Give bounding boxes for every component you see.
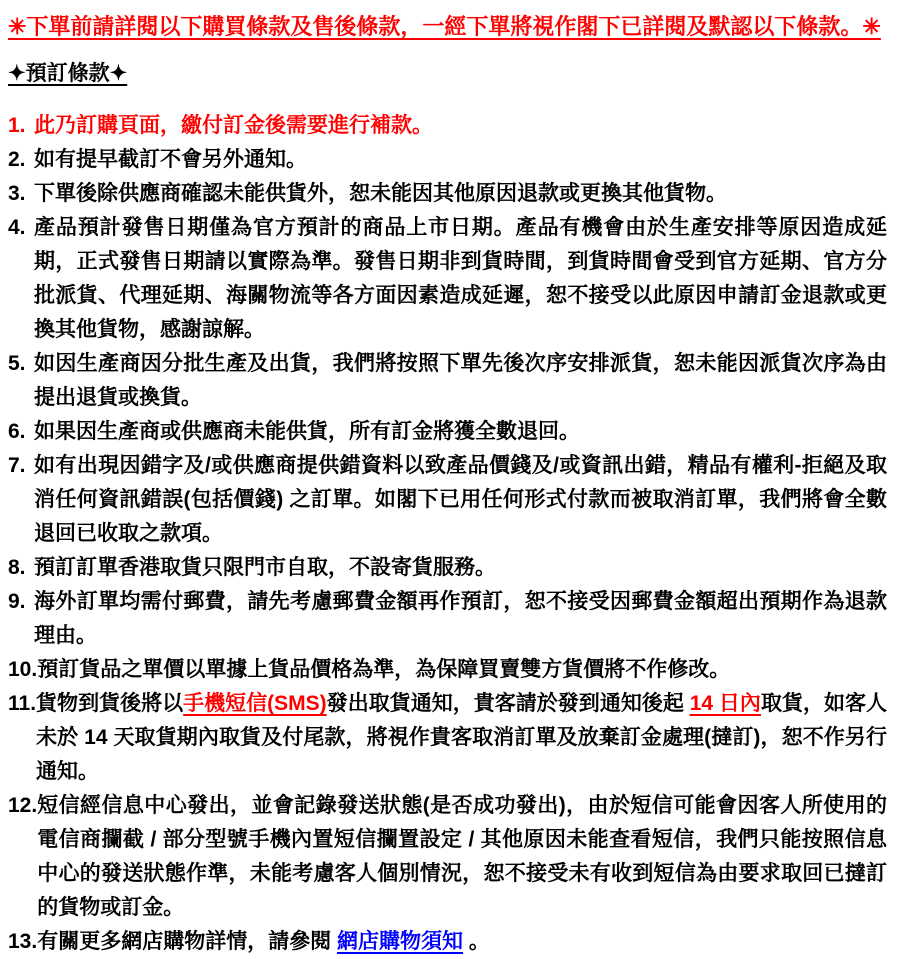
term-text	[34, 415, 887, 449]
term-segment: 如有提早截訂不會另外通知。	[34, 148, 307, 171]
term-text	[37, 653, 887, 687]
term-number: 11.	[8, 692, 37, 715]
term-item	[8, 177, 887, 211]
purchase-notice-banner: ✳下單前請詳閱以下購買條款及售後條款，一經下單將視作閣下已詳閱及默認以下條款。✳	[8, 14, 881, 39]
term-segment: 產品預計發售日期僅為官方預計的商品上市日期。產品有機會由於生產安排等原因造成延期，正式發售日期請以實際為準。發售日期非到貨時間，到貨時間會受到官方延期、官方分批派貨、代理延期、海關物流等各方面因素造成延遲，恕不接受以此原因申請訂金退款或更換其他貨物，感謝諒解。	[34, 216, 887, 341]
term-item	[8, 415, 887, 449]
term-text	[34, 551, 887, 585]
term-number: 6.	[8, 420, 26, 443]
term-segment: 短信經信息中心發出，並會記錄發送狀態(是否成功發出)，由於短信可能會因客人所使用的電信商攔截 / 部分型號手機內置短信攔置設定 / 其他原因未能查看短信，我們只能按照信息中心的發送狀態作準，未能考慮客人個別情況，恕不接受未有收到短信為由要求取回已撻訂的貨物或訂金。	[37, 794, 887, 919]
term-number: 3.	[8, 182, 26, 205]
term-segment: 海外訂單均需付郵費，請先考慮郵費金額再作預訂，恕不接受因郵費金額超出預期作為退款理由。	[34, 590, 887, 647]
term-segment: 預訂訂單香港取貨只限門市自取，不設寄貨服務。	[34, 556, 496, 579]
term-item	[8, 449, 887, 551]
term-segment: 取貨，如客人未於 14 天取貨期內取貨及付尾款，將視作貴客取消訂單及放棄訂金處理(撻訂)，恕不作另行通知。	[36, 692, 888, 783]
term-number: 9.	[8, 590, 26, 613]
term-item	[8, 789, 887, 925]
shop-guide-link[interactable]: 網店購物須知	[337, 930, 464, 953]
term-segment: 有關更多網店購物詳情，請參閱	[37, 930, 338, 953]
term-number: 10.	[8, 658, 38, 681]
term-text	[34, 585, 887, 653]
terms-list	[8, 109, 887, 959]
sms-highlight: 手機短信(SMS)	[183, 692, 327, 715]
term-text	[37, 925, 887, 959]
term-item	[8, 653, 887, 687]
term-number: 5.	[8, 352, 26, 375]
term-text	[34, 143, 887, 177]
term-segment: 如果因生產商或供應商未能供貨，所有訂金將獲全數退回。	[34, 420, 580, 443]
term-item	[8, 109, 887, 143]
term-segment: 貨物到貨後將以	[36, 692, 184, 715]
term-text	[34, 109, 887, 143]
term-item	[8, 551, 887, 585]
term-number: 7.	[8, 454, 26, 477]
term-number: 1.	[8, 114, 26, 137]
deposit-warning-text: 此乃訂購頁面，繳付訂金後需要進行補款。	[34, 114, 433, 137]
term-segment: 發出取貨通知，貴客請於發到通知後起	[326, 692, 690, 715]
term-text	[36, 687, 887, 789]
section-title-preorder-terms: ✦預訂條款✦	[8, 62, 128, 85]
term-item	[8, 143, 887, 177]
term-number: 12.	[8, 794, 38, 817]
pickup-deadline-highlight: 14 日內	[689, 692, 761, 715]
term-segment: 。	[463, 930, 490, 953]
term-number: 13.	[8, 930, 38, 953]
term-item	[8, 925, 887, 959]
term-item	[8, 585, 887, 653]
term-text	[34, 211, 887, 347]
term-number: 4.	[8, 216, 26, 239]
term-text	[34, 347, 887, 415]
term-number: 2.	[8, 148, 26, 171]
term-text	[34, 177, 887, 211]
section-title-row	[8, 42, 887, 89]
term-segment: 如有出現因錯字及/或供應商提供錯資料以致產品價錢及/或資訊出錯，精品有權利-拒絕及取消任何資訊錯誤(包括價錢) 之訂單。如閣下已用任何形式付款而被取消訂單，我們將會全數退回已收取之款項。	[34, 454, 887, 545]
term-item	[8, 347, 887, 415]
term-segment: 如因生產商因分批生產及出貨，我們將按照下單先後次序安排派貨，恕未能因派貨次序為由提出退貨或換貨。	[34, 352, 887, 409]
term-segment: 預訂貨品之單價以單據上貨品價格為準，為保障買賣雙方貨價將不作修改。	[37, 658, 731, 681]
term-text	[37, 789, 887, 925]
term-segment: 下單後除供應商確認未能供貨外，恕未能因其他原因退款或更換其他貨物。	[34, 182, 727, 205]
term-text	[34, 449, 887, 551]
term-number: 8.	[8, 556, 26, 579]
term-item	[8, 687, 887, 789]
term-item	[8, 211, 887, 347]
